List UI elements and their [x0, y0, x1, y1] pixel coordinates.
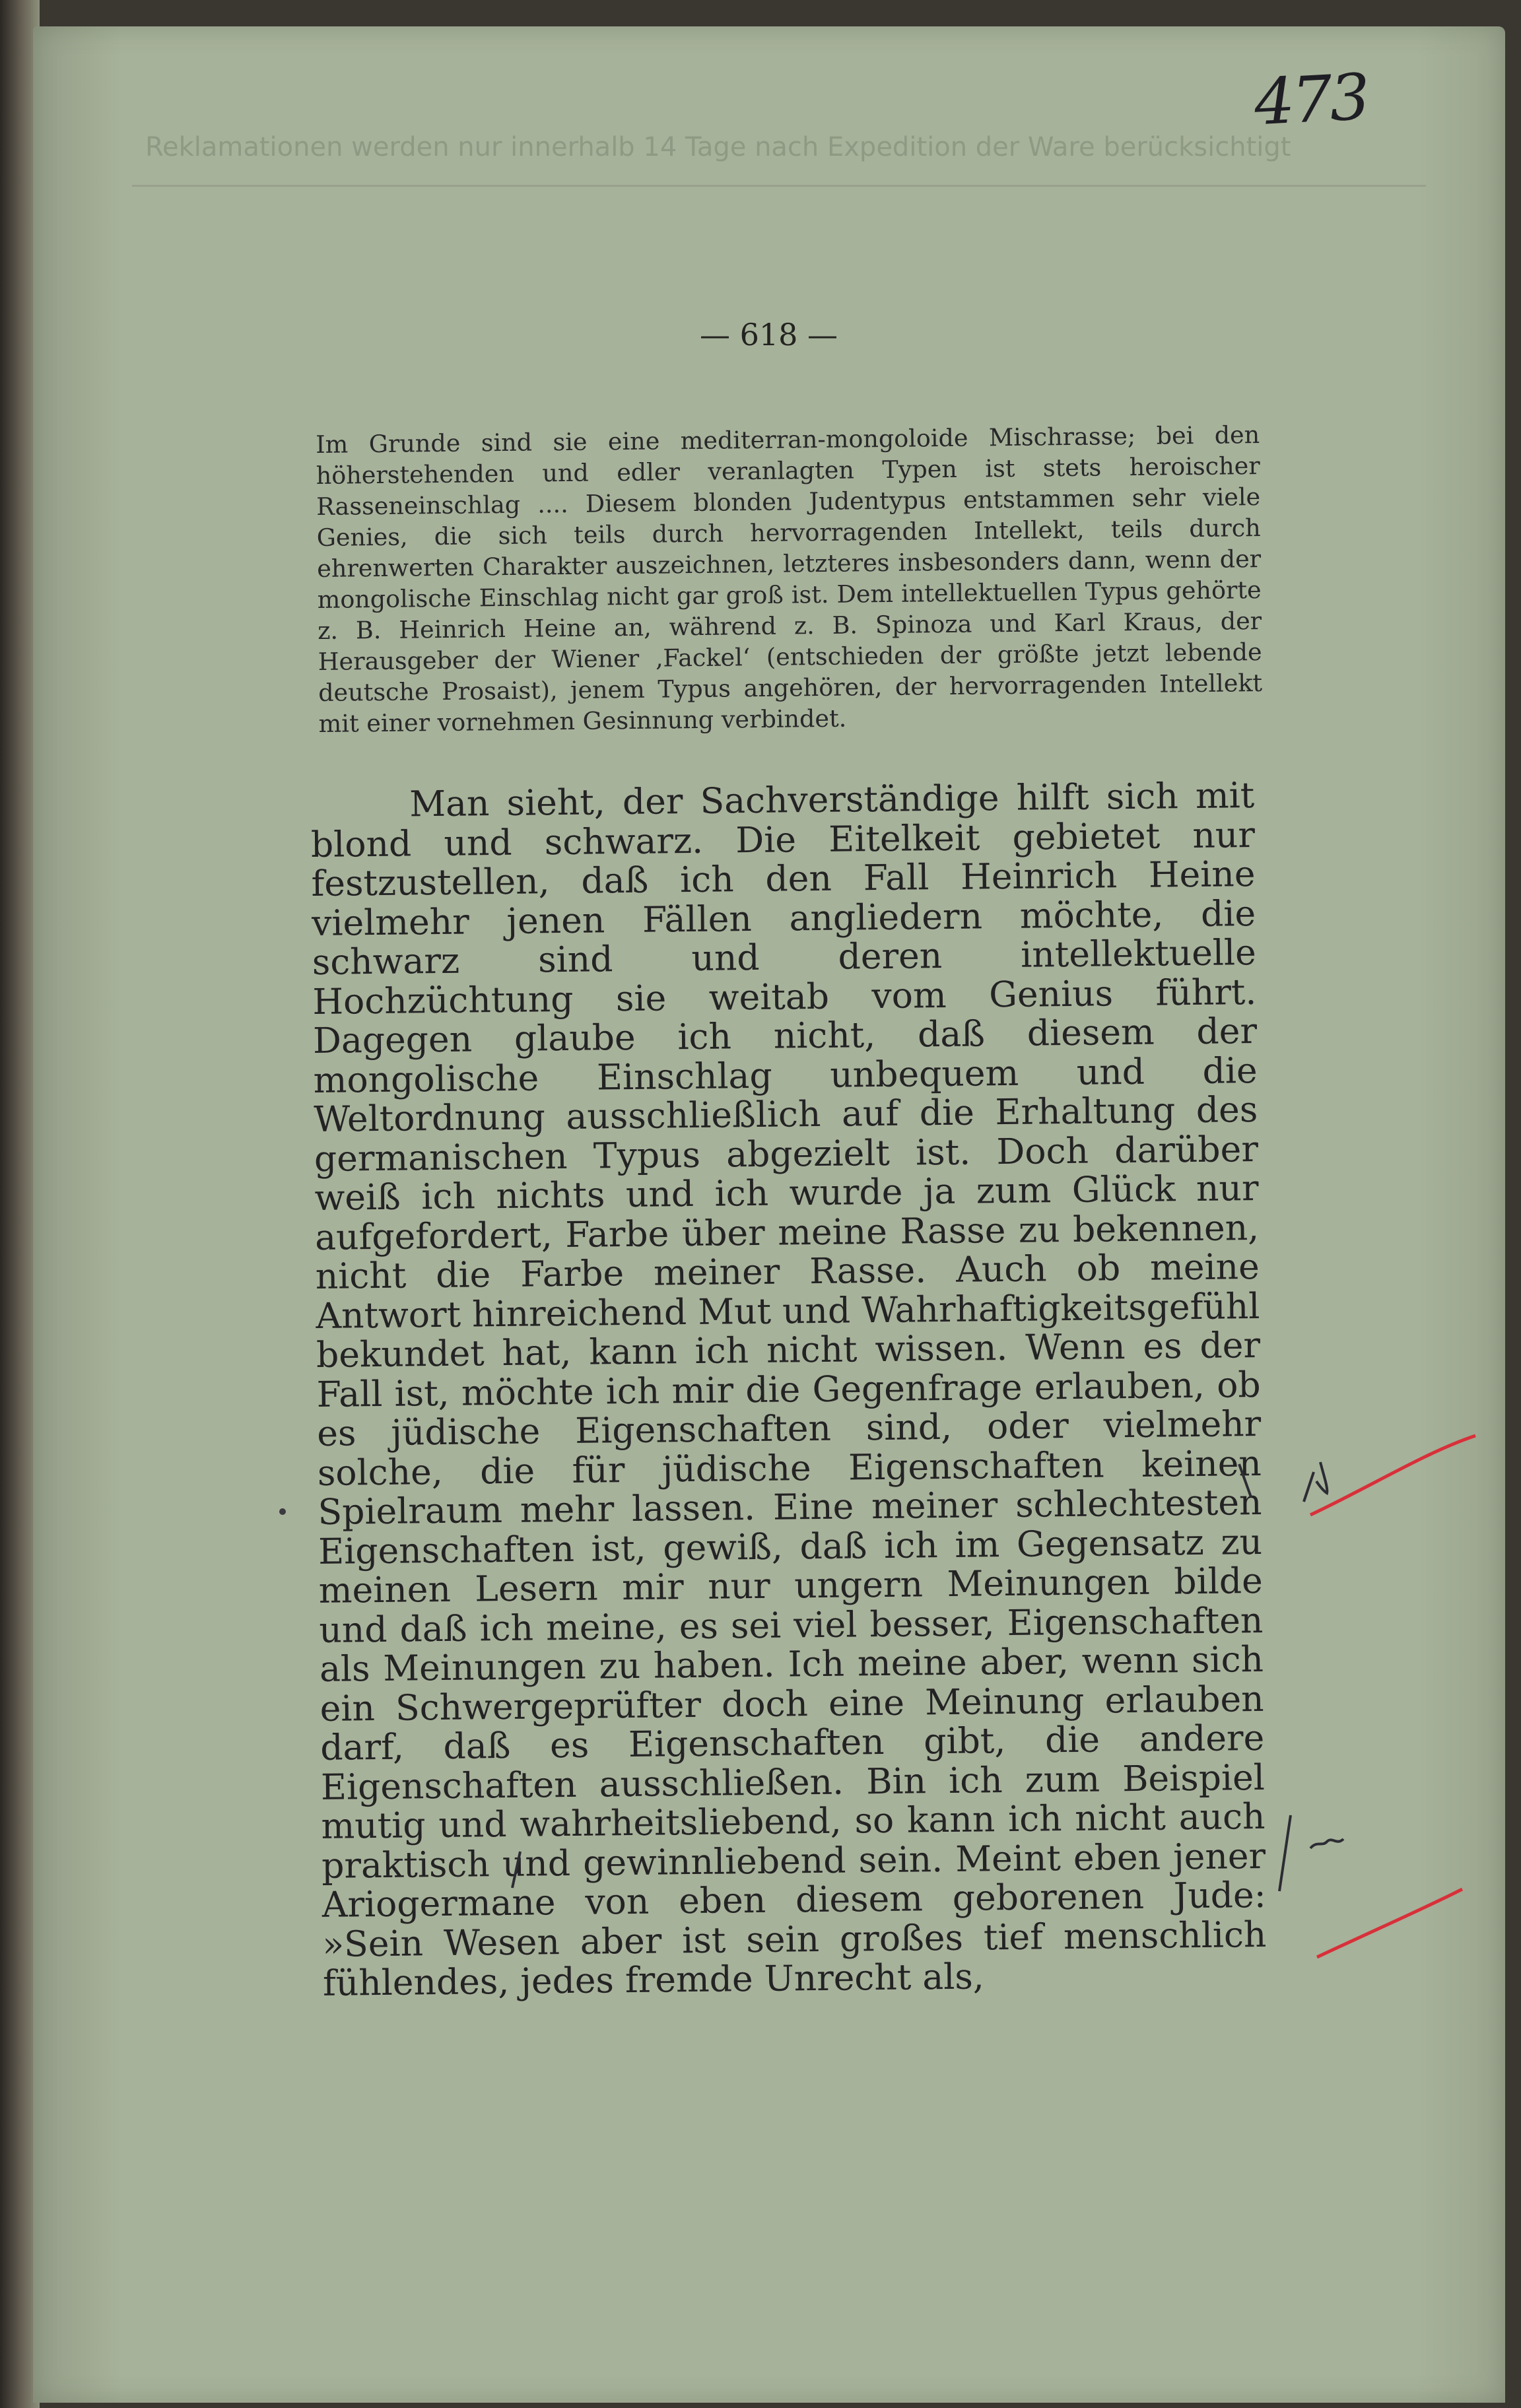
handwritten-folio: 473: [1252, 59, 1370, 140]
pencil-dot-mark: [279, 1508, 286, 1515]
pencil-insert-stroke: [1239, 1464, 1251, 1497]
margin-correction-mark-1: [1304, 1462, 1327, 1502]
margin-correction-mark-2: [1279, 1815, 1343, 1891]
red-pencil-stroke-1: [1310, 1436, 1475, 1515]
page-number: — 618 —: [700, 317, 838, 352]
bleed-through-text: Reklamationen werden nur innerhalb 14 Tage nach Expedition der Ware berücksichtigt: [145, 132, 1291, 162]
footnote-quote: Im Grunde sind sie eine mediterran-mongoloide Mischrasse; bei den höherstehenden und edler veranlagten Typen ist stets heroischer Rasseneinschlag .... Diesem blonden Judentypus entstammen sehr viele Genies, die sich teils durch hervorragenden Intellekt, teils durch ehrenwerten Charakter auszeichnen, letzteres insbesonders dann, wenn der mongolische Einschlag nicht gar groß ist. Dem intellektuellen Typus gehörte z. B. Heinrich Heine an, während z. B. Spinoza und Karl Kraus, der Herausgeber der Wiener ‚Fackel‘ (entschieden der größte jetzt lebende deutsche Prosaist), jenem Typus angehören, der hervorragenden Intellekt mit einer vornehmen Gesinnung verbindet.: [316, 420, 1263, 738]
pencil-strike-jude: [512, 1852, 520, 1888]
body-paragraph-text: Man sieht, der Sachverständige hilft sich mit blond und schwarz. Die Eitelkeit gebietet nur festzustellen, daß ich den Fall Heinrich Heine vielmehr jenen Fällen angliedern möchte, die schwarz sind und deren intellektuelle Hochzüchtung sie weitab vom Genius führt. Dagegen glaube ich nicht, daß diesem der mongolische Einschlag unbequem und die Weltordnung ausschließlich auf die Erhaltung des germanischen Typus abgezielt ist. Doch darüber weiß ich nichts und ich wurde ja zum Glück nur aufgefordert, Farbe über meine Rasse zu bekennen, nicht die Farbe meiner Rasse. Auch ob meine Antwort hinreichend Mut und Wahrhaftigkeitsgefühl bekundet hat, kann ich nicht wissen. Wenn es der Fall ist, möchte ich mir die Gegenfrage erlauben, ob es jüdische Eigenschaften sind, oder vielmehr solche, die für jüdische Eigenschaften keinen Spielraum mehr lassen. Eine meiner schlechtesten Eigenschaften ist, gewiß, daß ich im Gegensatz zu meinen Lesern mir nur ungern Meinungen bilde und daß ich meine, es sei viel besser, Eigenschaften als Meinungen zu haben. Ich meine aber, wenn sich ein Schwergeprüfter doch eine Meinung erlauben darf, daß es Eigenschaften gibt, die andere Eigenschaften ausschließen. Bin ich zum Beispiel mutig und wahrheitsliebend, so kann ich nicht auch praktisch und gewinnliebend sein. Meint eben jener Ariogermane von eben diesem geborenen Jude: »Sein Wesen aber ist sein großes tief menschlich fühlendes, jedes fremde Unrecht als,: [310, 774, 1267, 2004]
red-pencil-stroke-2: [1317, 1889, 1462, 1957]
